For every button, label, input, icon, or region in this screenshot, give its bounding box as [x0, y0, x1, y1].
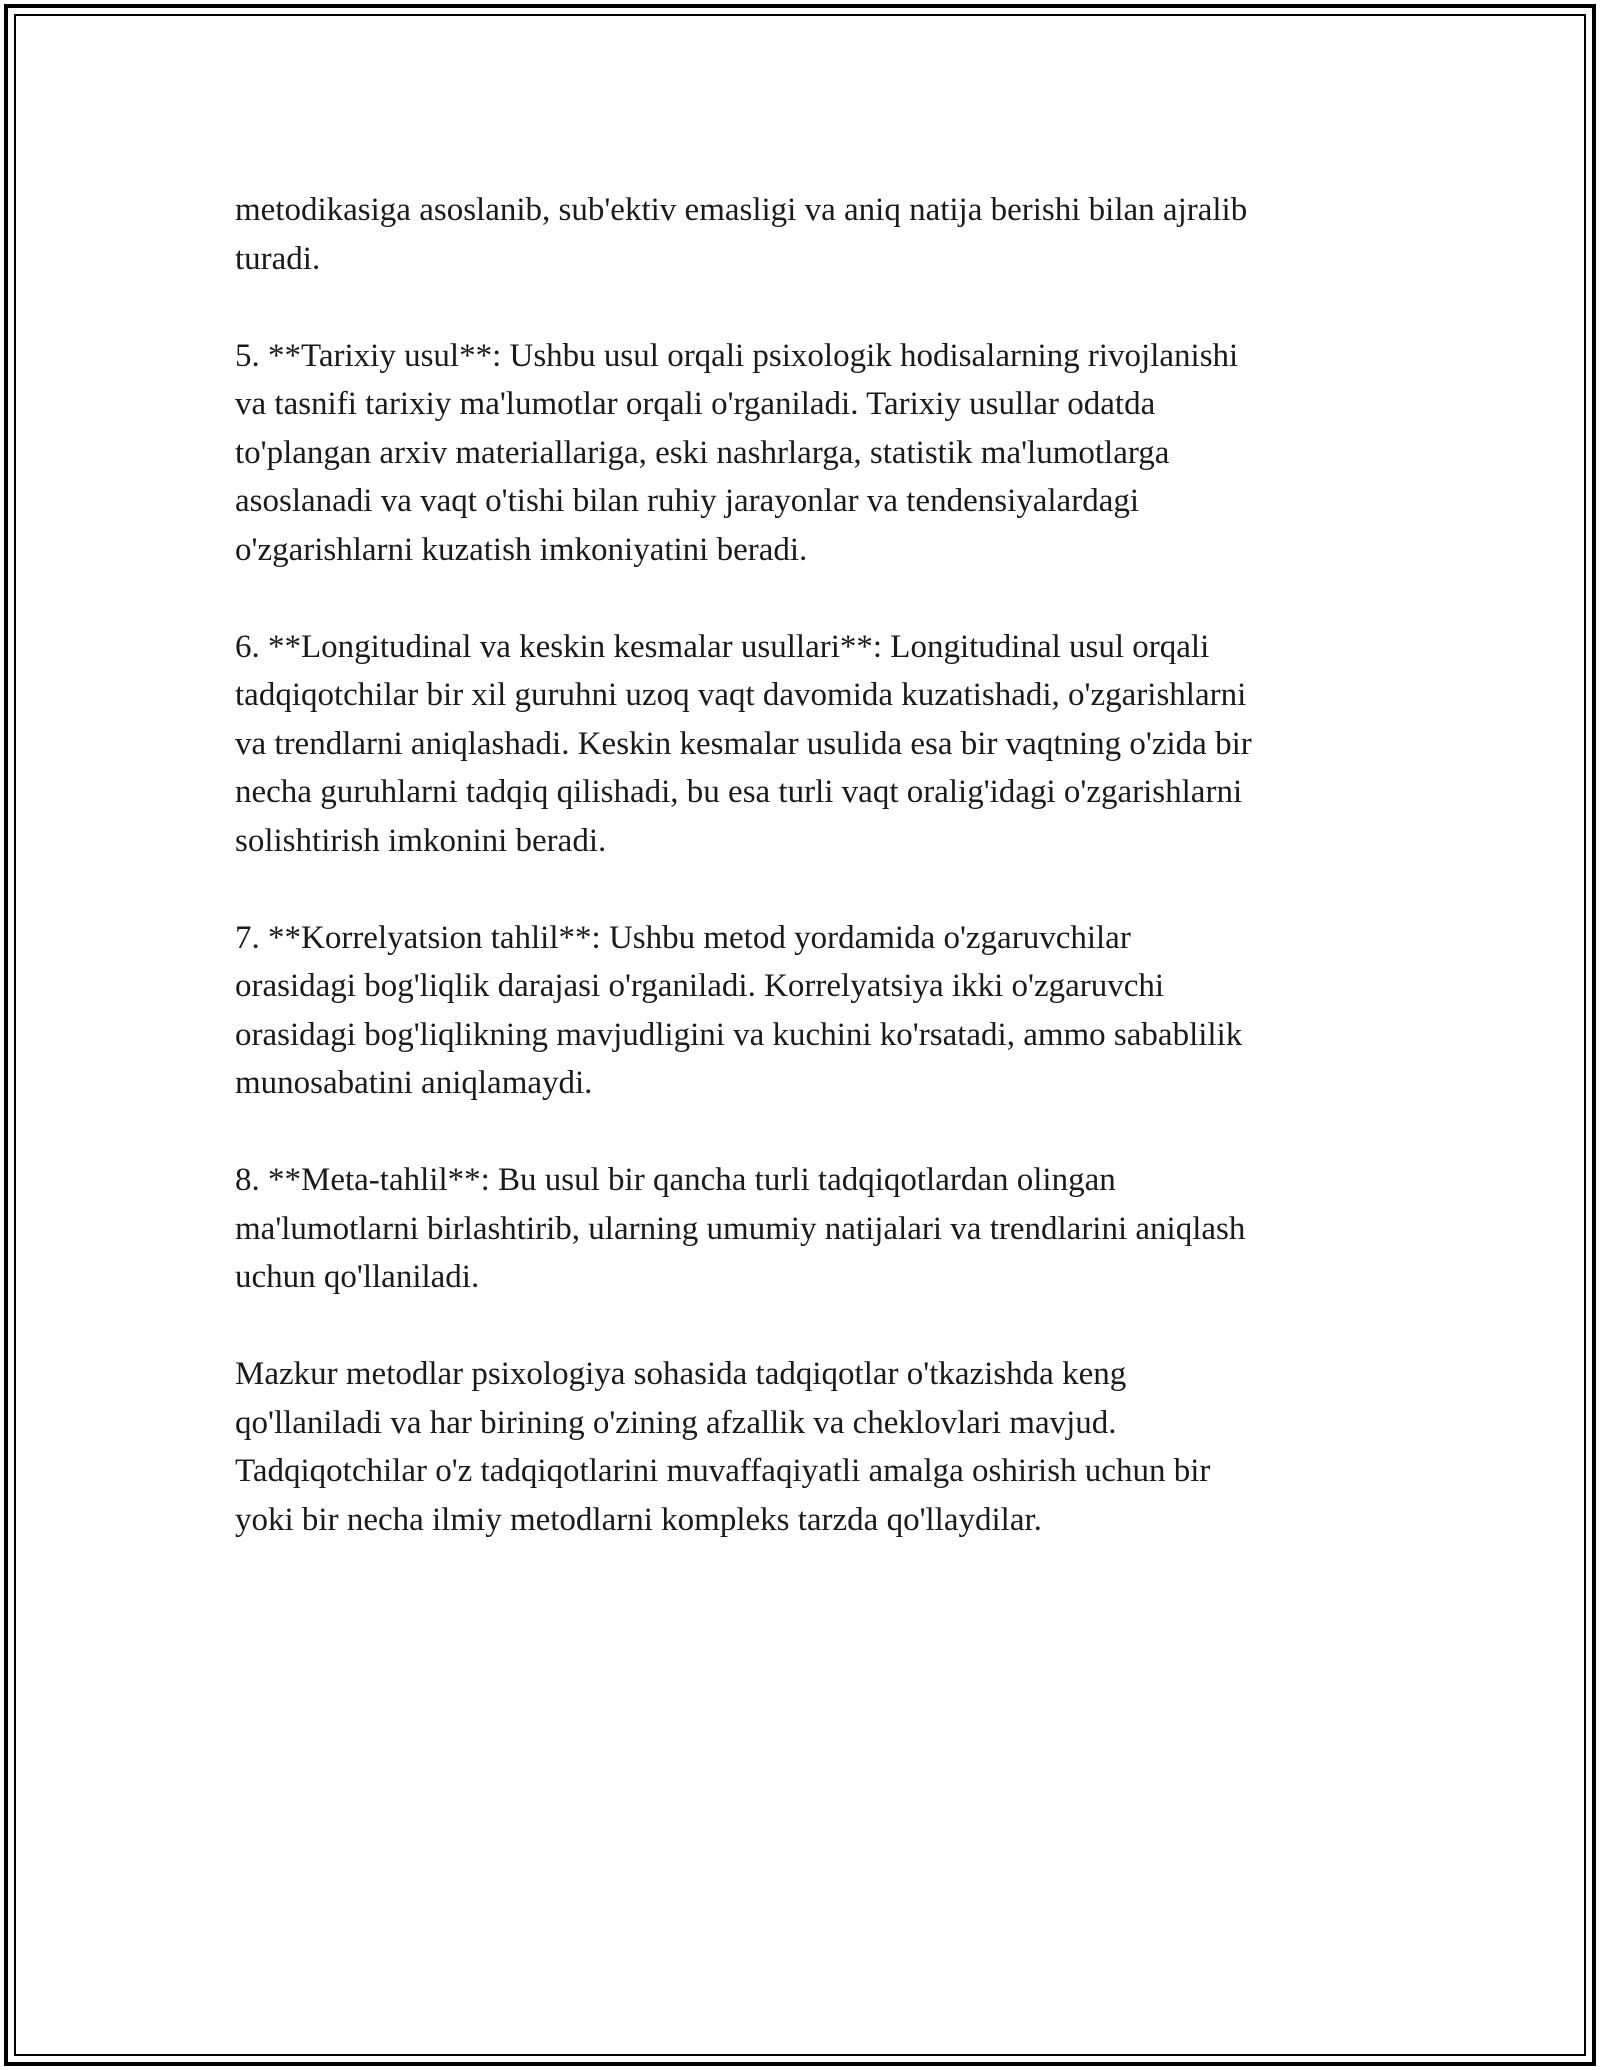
paragraph-item-8 [235, 1156, 1395, 1302]
text-line: o'zgarishlarni kuzatish imkoniyatini beradi. [235, 531, 808, 568]
text-line: 6. **Longitudinal va keskin kesmalar usullari**: Longitudinal usul orqali [235, 628, 1210, 665]
paragraph-item-5 [235, 332, 1395, 575]
text-line: orasidagi bog'liqlik darajasi o'rganiladi. Korrelyatsiya ikki o'zgaruvchi [235, 968, 1165, 1004]
text-line: turadi. [235, 240, 321, 277]
text-line: yoki bir necha ilmiy metodlarni kompleks tarzda qo'llaydilar. [235, 1501, 1042, 1538]
text-line: Tadqiqotchilar o'z tadqiqotlarini muvaffaqiyatli amalga oshirish uchun bir [235, 1453, 1211, 1489]
paragraph-conclusion [235, 1350, 1395, 1544]
text-line: tadqiqotchilar bir xil guruhni uzoq vaqt davomida kuzatishadi, o'zgarishlarni [235, 677, 1247, 713]
paragraph-item-6 [235, 623, 1395, 866]
text-line: qo'llaniladi va har birining o'zining afzallik va cheklovlari mavjud. [235, 1404, 1117, 1441]
text-line: Mazkur metodlar psixologiya sohasida tadqiqotlar o'tkazishda keng [235, 1356, 1127, 1392]
text-line: va trendlarni aniqlashadi. Keskin kesmalar usulida esa bir vaqtning o'zida bir [235, 725, 1252, 762]
document-body [235, 186, 1395, 1593]
paragraph-intro-continuation [235, 186, 1395, 283]
text-line: 8. **Meta-tahlil**: Bu usul bir qancha turli tadqiqotlardan olingan [235, 1162, 1116, 1198]
text-line: solishtirish imkonini beradi. [235, 822, 607, 859]
text-line: munosabatini aniqlamaydi. [235, 1065, 593, 1101]
text-line: orasidagi bog'liqlikning mavjudligini va kuchini ko'rsatadi, ammo sabablilik [235, 1016, 1243, 1053]
paragraph-item-7 [235, 914, 1395, 1108]
text-line: necha guruhlarni tadqiq qilishadi, bu esa turli vaqt oralig'idagi o'zgarishlarni [235, 774, 1243, 810]
text-line: to'plangan arxiv materiallariga, eski nashrlarga, statistik ma'lumotlarga [235, 434, 1170, 471]
text-line: 5. **Tarixiy usul**: Ushbu usul orqali psixologik hodisalarning rivojlanishi [235, 337, 1239, 374]
text-line: ma'lumotlarni birlashtirib, ularning umumiy natijalari va trendlarini aniqlash [235, 1210, 1246, 1247]
text-line: va tasnifi tarixiy ma'lumotlar orqali o'rganiladi. Tarixiy usullar odatda [235, 386, 1156, 422]
text-line: asoslanadi va vaqt o'tishi bilan ruhiy jarayonlar va tendensiyalardagi [235, 483, 1140, 519]
text-line: 7. **Korrelyatsion tahlil**: Ushbu metod yordamida o'zgaruvchilar [235, 919, 1131, 956]
text-line: metodikasiga asoslanib, sub'ektiv emasligi va aniq natija berishi bilan ajralib [235, 192, 1248, 228]
text-line: uchun qo'llaniladi. [235, 1259, 480, 1295]
